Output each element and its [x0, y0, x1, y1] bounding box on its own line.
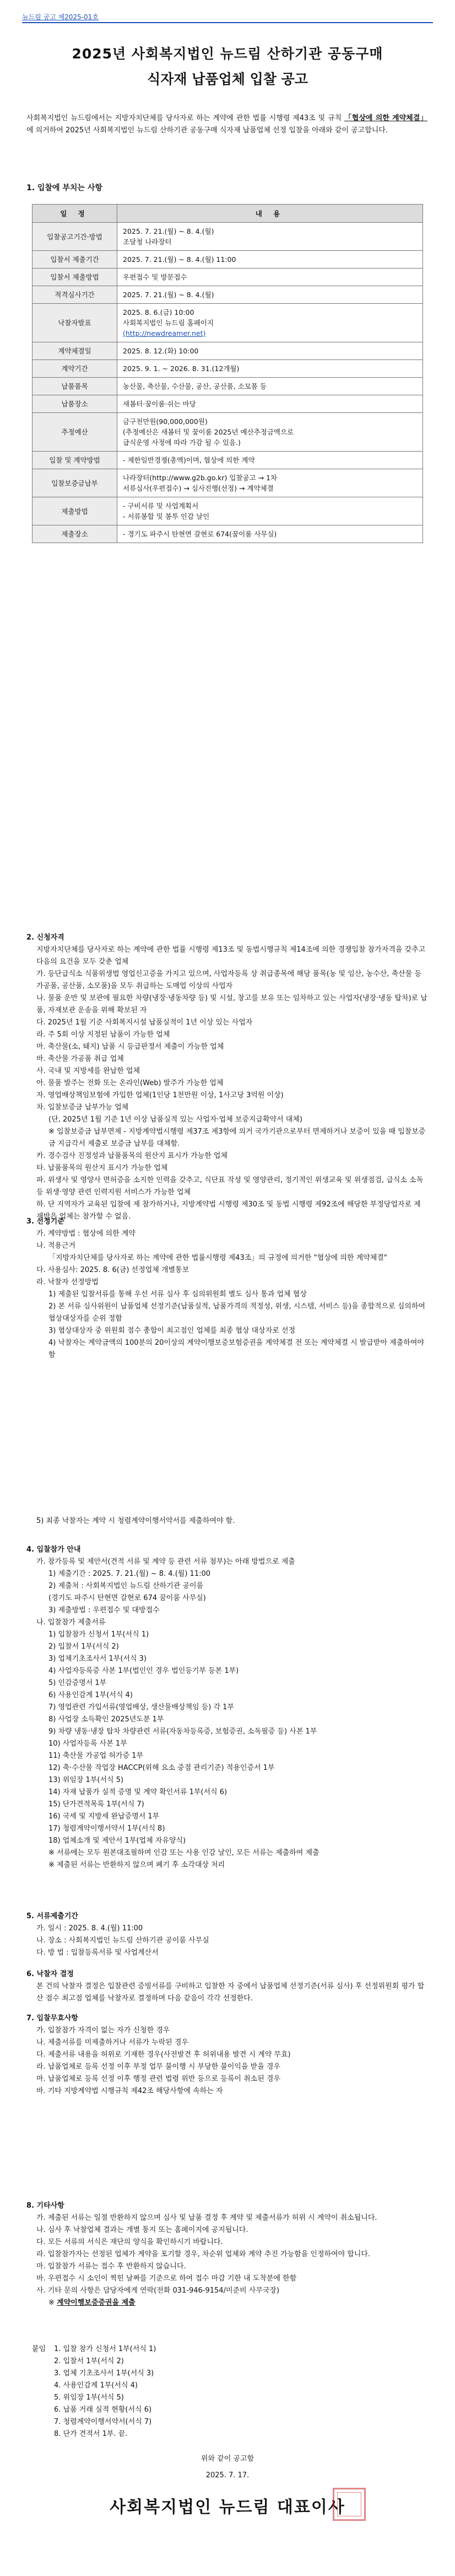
text-line: 마. 납품업체로 등록 선정 이후 행정 관련 법령 위반 등으로 등록이 취소된 경우 — [36, 2075, 281, 2083]
section4-heading: 4. 입찰참가 안내 — [26, 1545, 81, 1554]
text-line: 2) 본 서류 심사위원이 납품업체 선정기준(납품실적, 납품가격의 적정성, 위생, 시스템, 서비스 등)을 종합적으로 심의하여 협상대상자를 순위 정함 — [48, 1302, 425, 1323]
text-line: 아. 물품 발주는 전화 또는 온라인(Web) 발주가 가능한 업체 — [36, 1079, 224, 1087]
text-line: 1) 제출된 입찰서류를 통해 우선 서류 심사 후 심의위원회 별도 심사 통과 업체 협상 — [48, 1290, 307, 1298]
table-header-item: 일 정 — [32, 205, 117, 223]
row-content — [117, 251, 423, 269]
text-line: 1) 입찰참가 신청서 1부(서식 1) — [48, 1630, 149, 1639]
page-subtitle: 식자재 납품업체 입찰 공고 — [147, 71, 308, 87]
row-label: 입찰공고기간·방법 — [32, 223, 117, 251]
text-line: 10) 사업자등록 사본 1부 — [48, 1740, 127, 1748]
table-row — [32, 497, 423, 525]
text-line: 다. 모든 서류의 서식은 재단의 양식을 확인하시기 바랍니다. — [36, 2238, 223, 2246]
text-line: 13) 위임장 1부(서식 5) — [48, 1776, 124, 1784]
text-line: 하. 단 지역자가 교육된 입찰에 제 참가하거나, 지방계약법 시행령 제30조 및 동법 시행령 제92조에 해당한 부정당업자로 제재받은 업체는 참가할 수 없음. — [36, 1200, 421, 1221]
text-line: 바. 우편접수 시 소인이 찍힌 날짜를 기준으로 하여 접수 마감 기한 내 도착분에 한함 — [36, 2274, 297, 2283]
text-line: 카. 경수검사 진정성과 납품품목의 원산지 표시가 가능한 업체 — [36, 1152, 228, 1160]
row-label: 낙찰자발표 — [32, 304, 117, 342]
row-content-line: 2025. 8. 12.(화) 10:00 — [123, 347, 199, 355]
row-label: 계약기간 — [32, 360, 117, 378]
section8-heading: 8. 기타사항 — [26, 2202, 64, 2210]
table-row — [32, 360, 423, 378]
seal-inner-border — [337, 2492, 361, 2516]
section3-heading: 3. 선정기준 — [26, 1217, 64, 1226]
text-line: 나. 입찰참가 제출서류 — [36, 1618, 106, 1627]
row-content-line: - 경기도 파주시 탄현면 갈현로 674(꿈이룸 사무실) — [123, 530, 277, 538]
text-line: 가. 계약방법 : 협상에 의한 계약 — [36, 1230, 136, 1238]
text-line: 3) 업체기초조사서 1부(서식 3) — [48, 1655, 147, 1663]
header-rule — [22, 22, 433, 23]
text-line: 18) 업체소개 및 제안서 1부(업체 자유양식) — [48, 1837, 186, 1845]
text-line: 16) 국세 및 지방세 완납증명서 1부 — [48, 1812, 160, 1821]
text-line: 3) 협상대상자 중 위원회 점수 총합이 최고점인 업체를 최종 협상 대상자로 선정 — [48, 1327, 296, 1335]
table-row — [32, 525, 423, 543]
text-line: 가. 등단급식소 식품위생법 영업신고증을 가지고 있으며, 사업자등록 상 취급종목에 해당 품목(농 및 임산, 농수산, 축산물 등 가공품, 공산품, 소모품)을 모두 취급하는 도매업 이상의 사업자 — [36, 970, 421, 990]
row-content-line: 2025. 9. 1. ~ 2026. 8. 31.(12개월) — [123, 364, 240, 373]
row-content — [117, 378, 423, 395]
text-line: 7) 영업관련 가입서류(영업배상, 생산물배상책임 등) 각 1부 — [48, 1703, 234, 1711]
text-line: 3) 제출방법 : 우편접수 및 대방접수 — [48, 1606, 160, 1614]
notice-number: 뉴드림 공고 제2025-01호 — [22, 13, 99, 21]
row-label: 납품장소 — [32, 395, 117, 413]
section5 — [26, 1910, 427, 1959]
text-line: 차. 입찰보증금 납부가능 업체 — [36, 1103, 129, 1112]
official-seal-stamp — [333, 2488, 366, 2521]
text-line: 자. 영업배상책임보험에 가입한 업체(1인당 1천만원 이상, 1사고당 3억원 이상) — [36, 1091, 284, 1099]
text-line: ※ 제출된 서류는 반환하지 않으며 폐기 후 소각대상 처리 — [48, 1861, 225, 1869]
section3-note — [26, 1515, 427, 1527]
text-line: 라. 낙찰자 선정방법 — [36, 1278, 99, 1286]
attachment-item: 4. 사용인감계 1부(서식 4) — [54, 2381, 138, 2390]
text-line: 1) 제출기간 : 2025. 7. 21.(월) ~ 8. 4.(월) 11:00 — [48, 1570, 211, 1578]
text-line: 가. 일시 : 2025. 8. 4.(월) 11:00 — [36, 1924, 143, 1933]
row-content-line: 2025. 7. 21.(월) ~ 8. 4.(월) — [123, 227, 214, 235]
text-line: 다. 방 법 : 입찰등록서류 및 사업계산서 — [36, 1949, 159, 1957]
row-content — [117, 525, 423, 543]
text-line: 타. 납품품목의 원산지 표시가 가능한 업체 — [36, 1164, 168, 1172]
row-content-line: 농산물, 축산물, 수산물, 공산, 공산품, 소모품 등 — [123, 382, 267, 390]
row-content — [117, 223, 423, 251]
table-row — [32, 223, 423, 251]
text-line: 사. 기타 문의 사항은 담당자에게 연락(전화 031-946-9154/미준비 사무국장) — [36, 2287, 280, 2295]
row-content-line: 급식운영 사정에 따라 가감 될 수 있음.) — [123, 438, 241, 447]
text-line: ※ 입찰보증금 납부면제 - 지방계약법시행령 제37조 제3항에 의거 국가기관으로부터 면제하거나 보증이 있을 때 입찰보증금 지급각서 제출로 보증금 납부를 대체함. — [48, 1128, 426, 1148]
attachment-item: 1. 입찰 참가 신청서 1부(서식 1) — [54, 2345, 156, 2353]
row-label: 입찰보증금납부 — [32, 469, 117, 497]
text-line: (경기도 파주시 탄현면 갈현로 674 꿈이룸 사무실) — [48, 1594, 206, 1602]
table-row — [32, 378, 423, 395]
text-line: 가. 입찰참가 자격이 없는 자가 신청한 경우 — [36, 2026, 170, 2035]
row-label: 납품품목 — [32, 378, 117, 395]
section2-lines — [26, 944, 427, 1223]
text-line: 12) 축·수산물 작업장 HACCP(위해 요소 중점 관리기준) 적용인증서 1부 — [48, 1764, 275, 1772]
row-label: 적격심사기간 — [32, 286, 117, 304]
row-content — [117, 286, 423, 304]
text-line: (단, 2025년 1월 기준 1년 이상 납품실적 있는 사업자·업체 보증지급확약서 대체) — [48, 1115, 302, 1124]
text-line: 15) 단가견적목록 1부(서식 7) — [48, 1800, 144, 1808]
row-content — [117, 413, 423, 452]
section2-heading: 2. 신청자격 — [26, 933, 64, 942]
section5-heading: 5. 서류제출기간 — [26, 1912, 78, 1920]
row-content-line: (추정예산은 새봄터 및 꿈이룸 2025년 예산추정금액으로 — [123, 428, 294, 436]
text-line: 5) 인감증명서 1부 — [48, 1679, 107, 1687]
row-label: 제출장소 — [32, 525, 117, 543]
text-line: 라. 주 5회 이상 지정된 납품이 가능한 업체 — [36, 1031, 170, 1039]
intro-contract-ref: 「협상에 의한 계약체결」 — [344, 114, 427, 122]
attachment-item: 7. 청렴계약이행서약서(서식 7) — [54, 2418, 152, 2426]
section6-text: 본 건의 낙찰자 결정은 입찰관련 증빙서류를 구비하고 입찰한 자 중에서 납품업체 선정기준(서류 심사) 후 선정위원회 평가 합산 점수 최고점 업체를 낙찰자로 결정하며 다음 같음이 각각 선정한다. — [36, 1982, 425, 2003]
closing-text: 위와 같이 공고함 — [201, 2455, 254, 2463]
table-header-content: 내 용 — [117, 205, 423, 223]
bid-info-table — [32, 204, 423, 543]
text-line: 8) 사업장 소득확인 2025년도분 1부 — [48, 1715, 164, 1724]
row-content-line: 금구천만원(90,000,000원) — [123, 417, 208, 426]
table-row — [32, 469, 423, 497]
intro-paragraph — [26, 112, 427, 137]
attachment-item: 5. 위임장 1부(서식 5) — [54, 2393, 124, 2402]
table-row — [32, 269, 423, 286]
intro-text-start: 사회복지법인 뉴드림에서는 지방자치단체를 당사자로 하는 계약에 관한 법률 시행령 제43조 및 규칙 — [26, 114, 342, 122]
row-content — [117, 452, 423, 469]
section7 — [26, 2012, 427, 2097]
row-content-line: 조달청 나라장터 — [123, 238, 172, 246]
text-line: 2) 입찰서 1부(서식 2) — [48, 1643, 119, 1651]
section2 — [26, 932, 427, 1223]
attachment-item: 6. 납품 거래 실적 현황(서식 6) — [54, 2406, 152, 2414]
attachment-item: 8. 단가 견적서 1부. 끝. — [54, 2430, 128, 2438]
text-line: 9) 차량 냉동·냉장 탑차 차량관련 서류(자동차등록증, 보험증권, 소독필증 등) 사본 1부 — [48, 1727, 317, 1736]
text-line: 다. 제출서류 내용을 허위로 기재한 경우(사전발견 후 허위내용 발견 시 계약 무효) — [36, 2051, 291, 2059]
row-label: 추정예산 — [32, 413, 117, 452]
text-line: 바. 축산물 가공품 취급 업체 — [36, 1055, 124, 1063]
section8 — [26, 2200, 427, 2309]
text-line: 나. 물품 운반 및 보관에 필요한 차량(냉장·냉동차량 등) 및 시설, 창고를 보유 또는 임차하고 있는 사업자(냉장·냉동 탑차)로 납품, 자재보관 운송을 위해 확보된 자 — [36, 994, 427, 1015]
row-label: 계약체결일 — [32, 342, 117, 360]
attachment-item: 3. 업체 기초조사서 1부(서식 3) — [54, 2369, 154, 2378]
attachments-list — [54, 2343, 156, 2440]
text-line: 4) 낙찰자는 계약금액의 100분의 20이상의 계약이행보증보험증권을 계약체결 전 또는 계약체결 시 발급받아 제출하여야 함 — [48, 1339, 424, 1359]
row-content-line: - 서류봉합 및 봉투 인감 날인 — [123, 512, 210, 520]
section7-heading: 7. 입찰무효사항 — [26, 2014, 78, 2022]
row-content — [117, 304, 423, 342]
text-line: 나. 장소 : 사회복지법인 뉴드림 산하기관 공이룸 사무실 — [36, 1936, 209, 1945]
row-content-line: 사회복지법인 뉴드림 홈페이지 — [123, 319, 214, 327]
organization-name: 사회복지법인 뉴드림 대표이사 — [110, 2498, 345, 2517]
row-label: 입찰서 제출기간 — [32, 251, 117, 269]
text-line: ※ 서류에는 모두 원본대조필하며 인감 또는 사용 인감 날인, 모든 서류는 제출하여 제출 — [48, 1849, 319, 1857]
section6 — [26, 1968, 427, 2005]
section3-note-text: 5) 최종 낙찰자는 계약 시 청렴계약이행서약서를 제출하여야 함. — [36, 1517, 235, 1525]
row-label: 입찰서 제출방법 — [32, 269, 117, 286]
text-line: 라. 입찰참가자는 선정된 업체가 계약을 포기할 경우, 차순위 업체와 계약 추진 가능함을 인정하여야 합니다. — [36, 2250, 371, 2258]
text-line: 나. 제출서류를 미제출하거나 서류가 누락된 경우 — [36, 2038, 188, 2047]
row-content — [117, 469, 423, 497]
row-label: 입찰 및 계약방법 — [32, 452, 117, 469]
section1-heading: 1. 입찰에 부치는 사항 — [26, 184, 102, 192]
row-content-line: - 제한일반경쟁(총액)이며, 협상에 의한 계약 — [123, 456, 255, 464]
row-content-line: 서류심사(우편접수) → 심사진행(선정) → 계약체결 — [123, 484, 274, 492]
text-line: 14) 자재 납품가 실적 증명 및 계약 확인서류 1부(서식 6) — [48, 1788, 228, 1796]
row-content-line: 우편접수 및 방문접수 — [123, 273, 187, 281]
table-row — [32, 452, 423, 469]
text-line: 마. 입찰참가 서류는 접수 후 반환하지 않습니다. — [36, 2262, 186, 2271]
text-line: 가. 제출된 서류는 일절 반환하지 않으며 심사 및 납품 결정 후 계약 및 제출서류가 허위 시 계약이 취소됩니다. — [36, 2214, 377, 2222]
text-line: 나. 심사 후 낙찰업체 결과는 개별 통지 또는 홈페이지에 공지됩니다. — [36, 2226, 248, 2234]
table-row — [32, 251, 423, 269]
homepage-link[interactable]: (http://newdreamer.net) — [123, 329, 206, 337]
table-row — [32, 286, 423, 304]
text-line: 지방자치단체를 당사자로 하는 계약에 관한 법률 시행령 제13조 및 동법시행규칙 제14조에 의한 경쟁입찰 참가자격을 갖추고 다음의 요건을 모두 갖춘 업체 — [36, 946, 426, 966]
text-line: 파. 위생사 및 영양사 면허증을 소지한 인력을 갖추고, 식단표 작성 및 영양관리, 정기적인 위생교육 및 위생점검, 급식소 소독 등 위생·영양 관련 인력지원 서비스가 가능한 업체 — [36, 1176, 424, 1196]
section3-lines — [26, 1228, 427, 1361]
table-row — [32, 413, 423, 452]
section8-lines — [26, 2212, 427, 2297]
attachments — [32, 2343, 427, 2440]
section6-heading: 6. 낙찰자 결정 — [26, 1970, 74, 1978]
text-line: 17) 청렴계약이행서약서 1부(서식 8) — [48, 1824, 165, 1833]
table-row — [32, 395, 423, 413]
table-body — [32, 223, 423, 543]
row-content-line: 나라장터(http://www.g2b.go.kr) 입찰공고 → 1차 — [123, 474, 278, 482]
intro-text-end: 에 의거하여 2025년 사회복지법인 뉴드림 산하기관 공동구매 식자재 납품업체 선정 입찰을 아래와 같이 공고합니다. — [26, 126, 388, 135]
notice-date: 2025. 7. 17. — [205, 2471, 250, 2480]
page-title: 2025년 사회복지법인 뉴드림 산하기관 공동구매 — [72, 46, 383, 62]
section5-lines — [26, 1923, 427, 1959]
text-line: 사. 국내 및 지방세를 완납한 업체 — [36, 1067, 140, 1075]
row-content-line: 2025. 8. 6.(금) 10:00 — [123, 308, 194, 316]
section4 — [26, 1544, 427, 1871]
row-content — [117, 360, 423, 378]
text-line: 마. 축산물(소, 돼지) 납품 시 등급판정서 제출이 가능한 업체 — [36, 1043, 224, 1051]
row-label: 제출방법 — [32, 497, 117, 525]
text-line: 바. 기타 지방계약법 시행규칙 제42조 해당사항에 속하는 자 — [36, 2087, 223, 2095]
section3 — [26, 1216, 427, 1361]
row-content-line: 2025. 7. 21.(월) ~ 8. 4.(월) 11:00 — [123, 255, 236, 264]
row-content-line: 새봄터·꿈이룸·쉬는 마당 — [123, 400, 196, 408]
text-line: 가. 참가등록 및 제안서(견적 서류 및 계약 등 관련 서류 첨부)는 아래 방법으로 제출 — [36, 1558, 295, 1566]
table-header-row — [32, 205, 423, 223]
row-content-line: 2025. 7. 21.(월) ~ 8. 4.(월) — [123, 291, 214, 299]
row-content — [117, 497, 423, 525]
text-line: 다. 사용심사: 2025. 8. 6(금) 선정업체 개별통보 — [36, 1266, 189, 1274]
text-line: 라. 납품업체로 등록 선정 이후 부정 업무 불이행 시 부당한 불이익을 받을 경우 — [36, 2063, 281, 2071]
section8-highlight: ※ 계약이행보증증권을 제출 — [48, 2299, 136, 2307]
text-line: 11) 축산물 가공업 허가증 1부 — [48, 1752, 143, 1760]
row-content — [117, 342, 423, 360]
text-line: 4) 사업자등록증 사본 1부(법인인 경우 법인등기부 등본 1부) — [48, 1667, 239, 1675]
text-line: 다. 2025년 1월 기준 사회복지시설 납품실적이 1년 이상 있는 사업자 — [36, 1018, 253, 1027]
attachment-item: 2. 입찰서 1부(서식 2) — [54, 2357, 124, 2365]
text-line: 2) 제출처 : 사회복지법인 뉴드림 산하기관 공이룸 — [48, 1582, 204, 1590]
attachments-label: 붙임 — [32, 2345, 46, 2353]
text-line: 6) 사용인감계 1부(서식 4) — [48, 1691, 133, 1699]
text-line: 나. 적용근거 — [36, 1242, 76, 1250]
section4-lines — [26, 1556, 427, 1871]
text-line: 「지방자치단체를 당사자로 하는 계약에 관한 법률시행령 제43조」의 규정에 의거한 "협상에 의한 계약체결" — [48, 1254, 387, 1262]
section7-lines — [26, 2025, 427, 2097]
table-row — [32, 304, 423, 342]
table-row — [32, 342, 423, 360]
row-content-line: - 구비서류 및 사업계획서 — [123, 502, 199, 510]
row-content — [117, 395, 423, 413]
row-content — [117, 269, 423, 286]
